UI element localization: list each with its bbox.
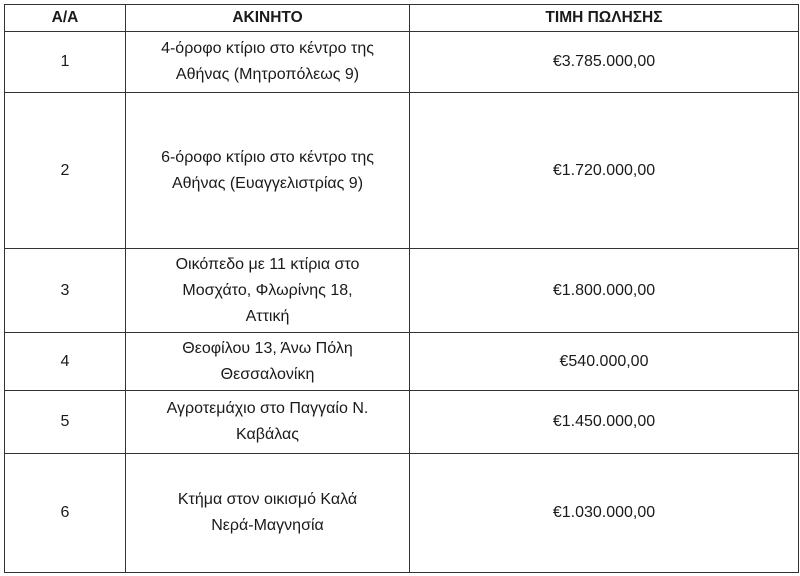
property-line: Οικόπεδο με 11 κτίρια στο bbox=[175, 255, 360, 273]
table-row bbox=[5, 32, 799, 93]
cell-aa: 5 bbox=[5, 391, 126, 454]
property-line: Κτήμα στον οικισμό Καλά bbox=[177, 491, 358, 508]
cell-property bbox=[126, 391, 410, 454]
table-row bbox=[5, 333, 799, 391]
cell-price: €1.720.000,00 bbox=[410, 93, 799, 249]
cell-property bbox=[126, 333, 410, 391]
header-row bbox=[5, 5, 799, 32]
cell-price: €1.800.000,00 bbox=[410, 249, 799, 333]
property-line: 6-όροφο κτίριο στο κέντρο της bbox=[161, 148, 374, 166]
cell-price: €1.450.000,00 bbox=[410, 391, 799, 454]
table-row bbox=[5, 249, 799, 333]
property-line: Αθήνας (Ευαγγελιστρίας 9) bbox=[171, 174, 364, 192]
property-line: Θεσσαλονίκη bbox=[220, 365, 315, 383]
table-row bbox=[5, 93, 799, 249]
cell-aa: 6 bbox=[5, 454, 126, 573]
header-aa: Α/Α bbox=[5, 5, 126, 32]
table-row bbox=[5, 454, 799, 573]
cell-price: €1.030.000,00 bbox=[410, 454, 799, 573]
cell-property bbox=[126, 454, 410, 573]
cell-aa: 2 bbox=[5, 93, 126, 249]
cell-property bbox=[126, 32, 410, 93]
cell-property bbox=[126, 249, 410, 333]
property-line: Αθήνας (Μητροπόλεως 9) bbox=[175, 66, 360, 83]
cell-property bbox=[126, 93, 410, 249]
header-property: ΑΚΙΝΗΤΟ bbox=[126, 5, 410, 32]
cell-aa: 3 bbox=[5, 249, 126, 333]
property-line: Θεοφίλου 13, Άνω Πόλη bbox=[182, 339, 353, 357]
cell-aa: 1 bbox=[5, 32, 126, 93]
table-row bbox=[5, 391, 799, 454]
property-line: Καβάλας bbox=[236, 426, 299, 443]
cell-price: €540.000,00 bbox=[410, 333, 799, 391]
property-line: Αττική bbox=[245, 307, 290, 325]
property-line: Μοσχάτο, Φλωρίνης 18, bbox=[182, 281, 353, 299]
cell-price: €3.785.000,00 bbox=[410, 32, 799, 93]
property-line: Αγροτεμάχιο στο Παγγαίο Ν. bbox=[166, 400, 369, 417]
cell-aa: 4 bbox=[5, 333, 126, 391]
property-line: 4-όροφο κτίριο στο κέντρο της bbox=[161, 40, 374, 57]
header-price: ΤΙΜΗ ΠΩΛΗΣΗΣ bbox=[410, 5, 799, 32]
properties-table bbox=[4, 4, 799, 573]
property-line: Νερά-Μαγνησία bbox=[211, 517, 324, 534]
